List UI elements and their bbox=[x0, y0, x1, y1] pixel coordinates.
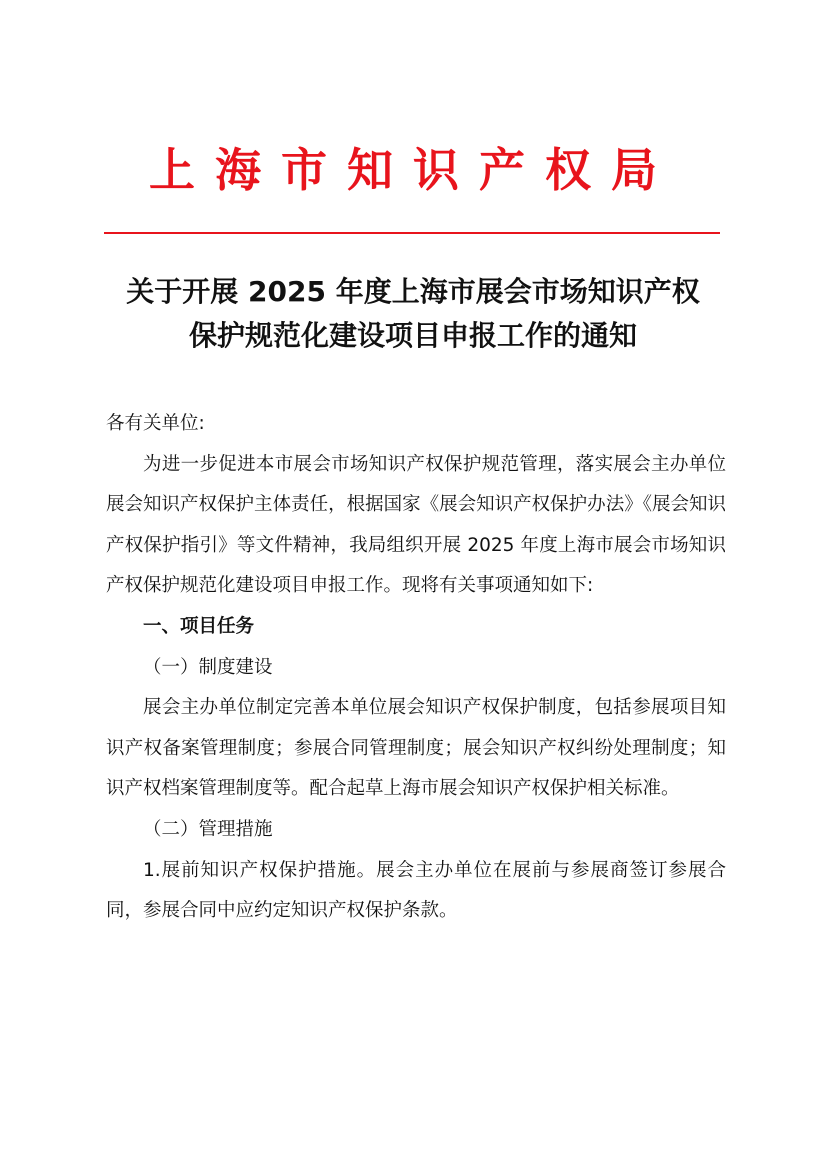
document-title-line-1: 关于开展 2025 年度上海市展会市场知识产权 bbox=[126, 275, 700, 308]
document-title bbox=[90, 270, 736, 358]
system-building-paragraph: 展会主办单位制定完善本单位展会知识产权保护制度，包括参展项目知识产权备案管理制度；参展合同管理制度；展会知识产权纠纷处理制度；知识产权档案管理制度等。配合起草上海市展会知识产权保护相关标准。 bbox=[106, 697, 726, 800]
document-body bbox=[106, 404, 726, 932]
pre-exhibition-measures-paragraph: 1.展前知识产权保护措施。展会主办单位在展前与参展商签订参展合同，参展合同中应约定知识产权保护条款。 bbox=[106, 859, 726, 922]
subsection-heading-management-measures: （二）管理措施 bbox=[143, 818, 273, 840]
intro-paragraph: 为进一步促进本市展会市场知识产权保护规范管理，落实展会主办单位展会知识产权保护主体责任，根据国家《展会知识产权保护办法》《展会知识产权保护指引》等文件精神，我局组织开展 2025 年度上海市展会市场知识产权保护规范化建设项目申报工作。现将有关事项通知如下: bbox=[106, 453, 726, 597]
section-heading-project-tasks: 一、项目任务 bbox=[143, 615, 255, 637]
subsection-heading-system-building: （一）制度建设 bbox=[143, 656, 273, 678]
document-title-line-2: 保护规范化建设项目申报工作的通知 bbox=[188, 319, 637, 352]
red-divider-line bbox=[104, 232, 720, 234]
salutation: 各有关单位: bbox=[106, 413, 205, 434]
issuing-authority-header: 上海市知识产权局 bbox=[149, 143, 677, 197]
